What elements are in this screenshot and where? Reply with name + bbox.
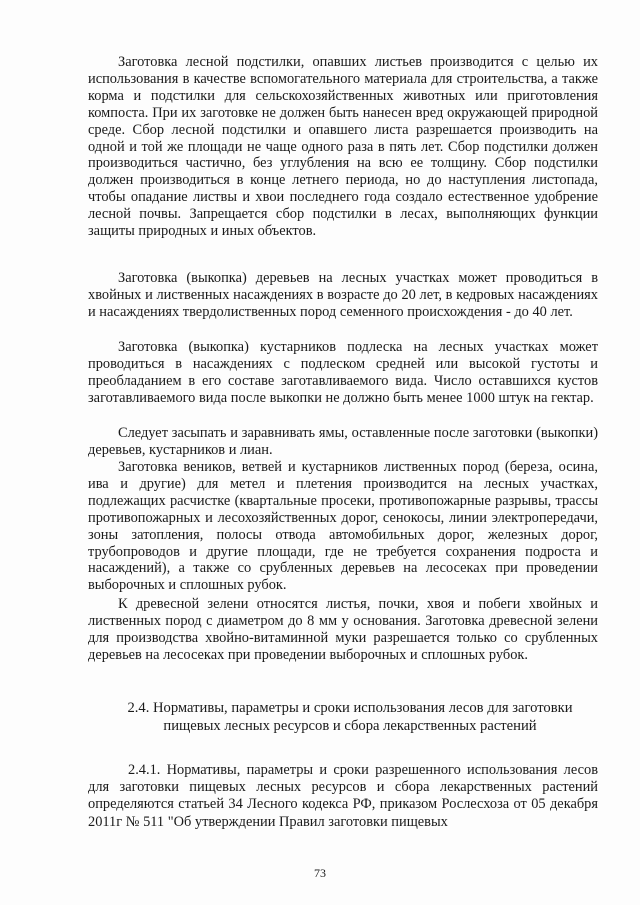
body-text-block xyxy=(88,270,598,321)
paragraph-brooms-branches: Заготовка веников, ветвей и кустарников лиственных пород (береза, осина, ива и другие) для метел и плетения производится на лесных участках, подлежащих расчистке (квартальные просеки, противопожарные разрывы, трассы противопожарных и лесохозяйственных дорог, сенокосы, линии электропередачи, зоны затопления, полосы отвода автомобильных дорог, железных дорог, трубопроводов и другие площади, где не требуется сохранения подроста и насаждений), а также со срубленных деревьев на лесосеках при проведении выборочных и сплошных рубок. xyxy=(88,459,598,594)
paragraph-forest-litter: Заготовка лесной подстилки, опавших листьев производится с целью их использования в качестве вспомогательного материала для строительства, а также корма и подстилки для сельскохозяйственных животных или приготовления компоста. При их заготовке не должен быть нанесен вред окружающей природной среде. Сбор лесной подстилки и опавшего листа разрешается производить на одной и той же площади не чаще одного раза в пять лет. Сбор подстилки должен производиться частично, без углубления на всю ее толщину. Сбор подстилки должен производиться в конце летнего периода, но до наступления листопада, чтобы опадание листвы и хвои последнего года создало естественное удобрение лесной почвы. Запрещается сбор подстилки в лесах, выполняющих функции защиты природных и иных объектов. xyxy=(88,54,598,240)
body-text-block xyxy=(88,339,598,407)
body-text-block xyxy=(88,425,598,459)
body-text-block xyxy=(88,54,598,240)
paragraph-wood-greens: К древесной зелени относятся листья, почки, хвоя и побеги хвойных и лиственных пород с диаметром до 8 мм у основания. Заготовка древесной зелени для производства хвойно-витаминной муки разрешается только со срубленных деревьев на лесосеках при проведении выборочных и сплошных рубок. xyxy=(88,596,598,663)
body-text-block xyxy=(88,596,598,664)
body-text-block xyxy=(88,459,598,594)
page-number: 73 xyxy=(314,866,326,880)
paragraph-shrub-digging: Заготовка (выкопка) кустарников подлеска на лесных участках может проводиться в насаждениях с подлеском средней или высокой густоты и преобладанием в его составе заготавливаемого вида. Число оставшихся кустов заготавливаемого вида после выкопки не должно быть менее 1000 штук на гектар. xyxy=(88,339,598,406)
section-heading: 2.4. Нормативы, параметры и сроки использования лесов для заготовки пищевых лесных ресурсов и сбора лекарственных растений xyxy=(127,700,573,734)
paragraph-tree-digging: Заготовка (выкопка) деревьев на лесных участках может проводиться в хвойных и лиственных насаждениях в возрасте до 20 лет, в кедровых насаждениях и насаждениях твердолиственных пород семенного происхождения - до 40 лет. xyxy=(88,270,598,320)
paragraph-pit-filling: Следует засыпать и заравнивать ямы, оставленные после заготовки (выкопки) деревьев, кустарников и лиан. xyxy=(88,425,598,458)
paragraph-subsection-2-4-1: 2.4.1. Нормативы, параметры и сроки разрешенного использования лесов для заготовки пищевых лесных ресурсов и сбора лекарственных растений определяются статьей 34 Лесного кодекса РФ, приказом Рослесхоза от 05 декабря 2011г № 511 "Об утверждении Правил заготовки пищевых xyxy=(88,762,598,830)
body-text-block xyxy=(88,762,598,831)
